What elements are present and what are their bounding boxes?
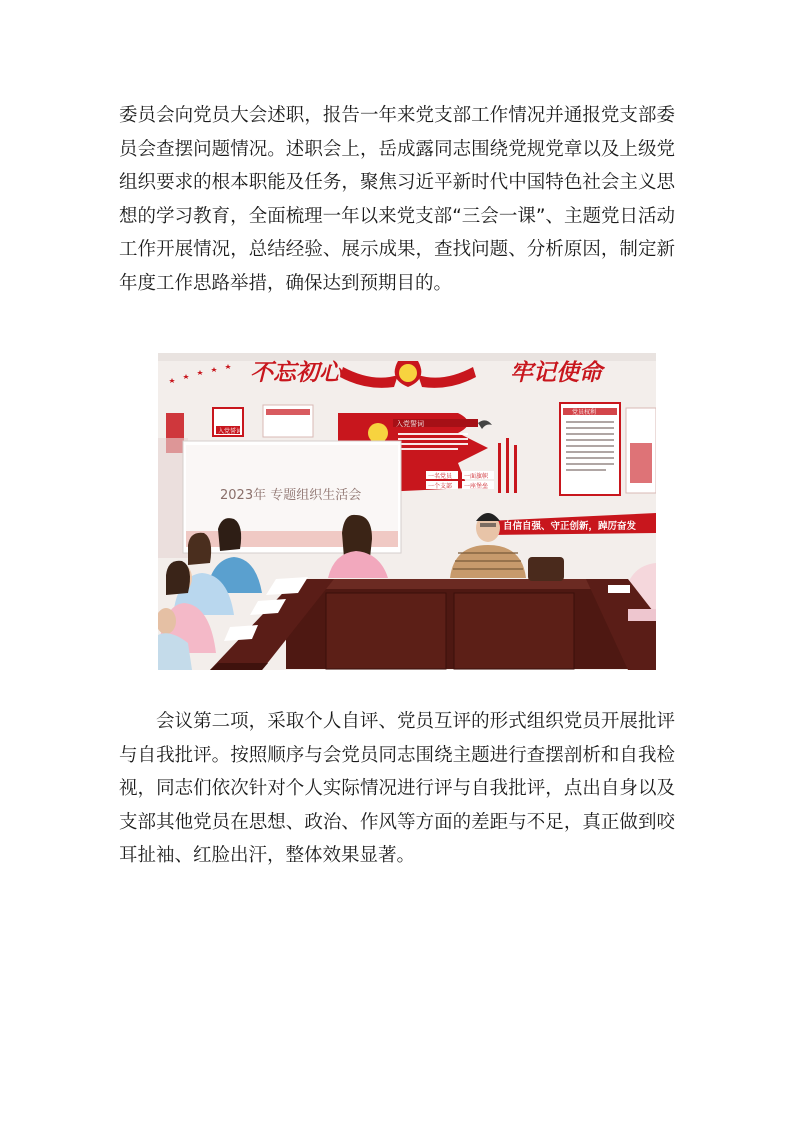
board-center-line-3: 一个支部 xyxy=(428,483,453,490)
board-center-line-4: 一座堡垒 xyxy=(464,483,489,490)
banner-text: 自信自强、守正创新，踔厉奋发 xyxy=(503,521,637,532)
slogan-right-text: 牢记使命 xyxy=(510,359,602,386)
board-center-title: 入党誓词 xyxy=(396,420,424,428)
body-paragraph-2: 会议第二项，采取个人自评、党员互评的形式组织党员开展批评与自我批评。按照顺序与会党员同志围绕主题进行查摆剖析和自我检视，同志们依次针对个人实际情况进行评与自我批评，点出自身以及支部其他党员在思想、政治、作风等方面的差距与不足，真正做到咬耳扯袖、红脸出汗，整体效果显著。 xyxy=(119,711,675,867)
body-paragraph-1: 委员会向党员大会述职，报告一年来党支部工作情况并通报党支部委员会查摆问题情况。述职会上，岳成露同志围绕党规党章以及上级党组织要求的根本职能及任务，聚焦习近平新时代中国特色社会主义思想的学习教育，全面梳理一年以来党支部“三会一课”、主题党日活动工作开展情况，总结经验、展示成果，查找问题、分析原因，制定新年度工作思路举措，确保达到预期目的。 xyxy=(119,105,675,294)
board-center-line-2: 一面旗帜 xyxy=(464,473,489,480)
board-center-line-1: 一名党员 xyxy=(428,473,453,480)
screen-title: 2023年 专题组织生活会 xyxy=(220,488,362,503)
slogan-left-text: 不忘初心 xyxy=(250,359,342,386)
board-left-small-text: 入党誓词 xyxy=(218,428,243,435)
meeting-photo xyxy=(158,353,656,670)
board-right-title: 党员权利 xyxy=(572,409,597,416)
